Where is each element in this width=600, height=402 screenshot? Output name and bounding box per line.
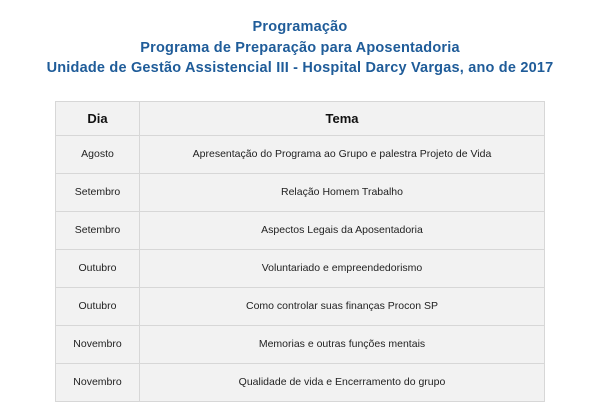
cell-tema: Memorias e outras funções mentais — [140, 325, 545, 363]
cell-tema: Voluntariado e empreendedorismo — [140, 249, 545, 287]
title-line-1: Programação — [252, 19, 348, 35]
cell-tema: Qualidade de vida e Encerramento do grupo — [140, 363, 545, 401]
title-line-2: Programa de Preparação para Aposentadoria — [140, 39, 460, 56]
table-row — [56, 363, 545, 401]
schedule-table-container — [55, 101, 545, 402]
table-header-row — [56, 101, 545, 135]
column-header-dia: Dia — [56, 101, 140, 135]
cell-dia: Setembro — [56, 173, 140, 211]
table-row — [56, 135, 545, 173]
table-row — [56, 287, 545, 325]
schedule-table — [55, 101, 545, 402]
cell-tema: Relação Homem Trabalho — [140, 173, 545, 211]
cell-dia: Outubro — [56, 287, 140, 325]
table-row — [56, 211, 545, 249]
cell-dia: Agosto — [56, 135, 140, 173]
cell-tema: Apresentação do Programa ao Grupo e palestra Projeto de Vida — [140, 135, 545, 173]
table-body — [56, 135, 545, 401]
column-header-tema: Tema — [140, 101, 545, 135]
document-title-block — [0, 0, 600, 79]
title-line-3: Unidade de Gestão Assistencial III - Hospital Darcy Vargas, ano de 2017 — [46, 60, 554, 77]
cell-tema: Aspectos Legais da Aposentadoria — [140, 211, 545, 249]
table-row — [56, 325, 545, 363]
cell-dia: Outubro — [56, 249, 140, 287]
cell-tema: Como controlar suas finanças Procon SP — [140, 287, 545, 325]
table-header — [56, 101, 545, 135]
cell-dia: Novembro — [56, 325, 140, 363]
cell-dia: Novembro — [56, 363, 140, 401]
table-row — [56, 173, 545, 211]
cell-dia: Setembro — [56, 211, 140, 249]
table-row — [56, 249, 545, 287]
